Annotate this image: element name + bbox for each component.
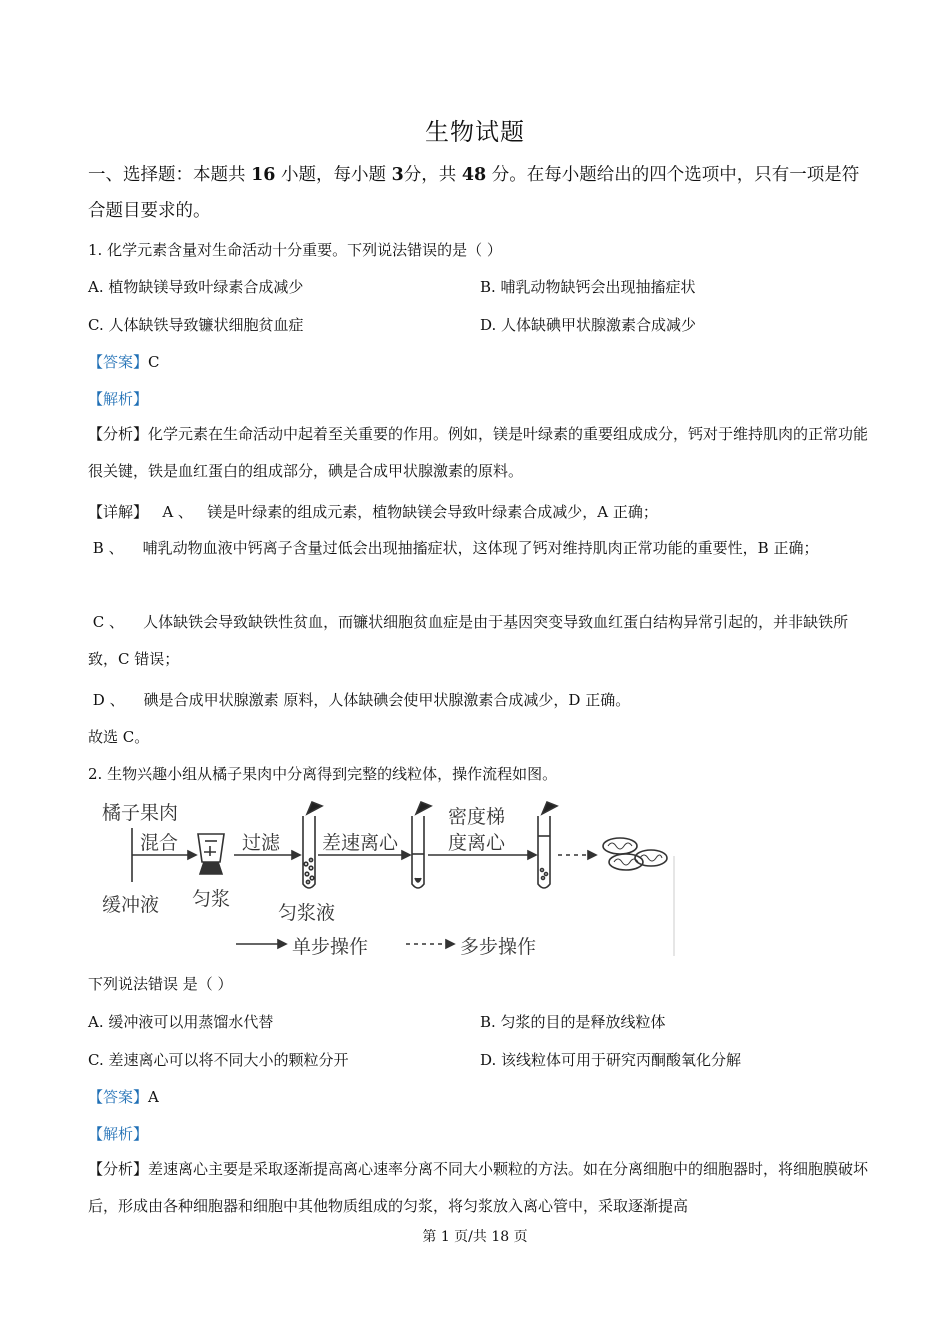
flow-diagram-svg — [96, 796, 676, 966]
analysis-tag: 【解析】 — [88, 1125, 149, 1143]
fenxi-text: 化学元素在生命活动中起着至关重要的作用。例如，镁是叶绿素的重要组成成分，钙对于维持肌肉的正常功能很关键，铁是血红蛋白的组成部分，碘是合成甲状腺激素的原料。 — [88, 425, 869, 480]
q2-stem: 2. 生物兴趣小组从橘子果肉中分离得到完整的线粒体，操作流程如图。 — [88, 765, 558, 783]
detail-tag: 【详解】 — [88, 503, 149, 521]
page-footer: 第 1 页/共 18 页 — [422, 1229, 528, 1245]
label-buffer: 缓冲液 — [102, 894, 160, 916]
section-text: 分，共 — [403, 165, 457, 185]
answer-value: C — [148, 353, 160, 371]
q1-option-b: B. 哺乳动物缺钙会出现抽搐症状 — [480, 278, 696, 296]
fenxi-tag: 【分析】 — [88, 1160, 149, 1178]
label-density-1: 密度梯 — [448, 806, 506, 828]
q1-analysis — [88, 416, 870, 490]
q2-analysis-tag — [88, 1123, 148, 1144]
detail-text: 人体缺铁会导致缺铁性贫血，而镰状细胞贫血症是由于基因突变导致血红蛋白结构异常引起的，并非缺铁所致，C 错误； — [88, 613, 849, 668]
q1-conclusion: 故选 C。 — [88, 728, 150, 746]
label-filter: 过滤 — [242, 832, 281, 854]
section-text: 分。在每小题给出的四个选项中，只有一项是符合题目要求的。 — [88, 165, 860, 221]
q2-question: 下列说法错误 是（ ） — [88, 975, 233, 993]
q1-option-a: A. 植物缺镁导致叶绿素合成减少 — [88, 278, 304, 296]
section-total: 48 — [461, 165, 487, 185]
legend-multi-step: 多步操作 — [460, 936, 537, 958]
section-heading — [88, 157, 870, 229]
page-title: 生物试题 — [425, 118, 525, 146]
label-fruit: 橘子果肉 — [102, 802, 179, 824]
section-count: 16 — [251, 165, 276, 185]
q2-answer — [88, 1086, 159, 1107]
q1-analysis-tag — [88, 388, 148, 409]
section-points: 3 — [391, 165, 404, 185]
q1-stem: 1. 化学元素含量对生命活动十分重要。下列说法错误的是（ ） — [88, 241, 502, 259]
answer-value: A — [148, 1088, 159, 1106]
q2-option-c: C. 差速离心可以将不同大小的颗粒分开 — [88, 1051, 349, 1069]
label-diff-centrifuge: 差速离心 — [322, 832, 399, 854]
q1-option-c: C. 人体缺铁导致镰状细胞贫血症 — [88, 316, 304, 334]
label-homogenize: 匀浆 — [192, 888, 231, 910]
answer-tag: 【答案】 — [88, 353, 149, 371]
detail-label: B 、 — [92, 539, 124, 557]
detail-label: D 、 — [92, 691, 125, 709]
q1-detail-d — [88, 689, 630, 710]
detail-text: 碘是合成甲状腺激素 原料，人体缺碘会使甲状腺激素合成减少，D 正确。 — [143, 691, 631, 709]
q1-option-d: D. 人体缺碘甲状腺激素合成减少 — [480, 316, 697, 334]
q2-option-a: A. 缓冲液可以用蒸馏水代替 — [88, 1013, 274, 1031]
section-text: 小题，每小题 — [281, 165, 387, 185]
q1-detail-a — [88, 501, 658, 522]
q2-option-d: D. 该线粒体可用于研究丙酮酸氧化分解 — [480, 1051, 742, 1069]
answer-tag: 【答案】 — [88, 1088, 149, 1106]
q1-answer — [88, 351, 160, 372]
label-homogenate: 匀浆液 — [278, 902, 336, 924]
detail-text: 哺乳动物血液中钙离子含量过低会出现抽搐症状，这体现了钙对维持肌肉正常功能的重要性，B 正确； — [142, 539, 819, 557]
detail-text: 镁是叶绿素的组成元素，植物缺镁会导致叶绿素合成减少，A 正确； — [207, 503, 658, 521]
q1-detail-b — [88, 530, 870, 567]
q2-analysis — [88, 1151, 870, 1225]
analysis-tag: 【解析】 — [88, 390, 149, 408]
detail-label: C 、 — [92, 613, 125, 631]
fenxi-text: 差速离心主要是采取逐渐提高离心速率分离不同大小颗粒的方法。如在分离细胞中的细胞器时，将细胞膜破坏后，形成由各种细胞器和细胞中其他物质组成的匀浆，将匀浆放入离心管中，采取逐渐提高 — [88, 1160, 869, 1215]
section-text: 一、选择题：本题共 — [88, 165, 246, 185]
legend-single-step: 单步操作 — [292, 936, 369, 958]
detail-label: A 、 — [162, 503, 193, 521]
fenxi-tag: 【分析】 — [88, 425, 149, 443]
q1-detail-c — [88, 604, 870, 678]
label-density-2: 度离心 — [448, 832, 506, 854]
q2-option-b: B. 匀浆的目的是释放线粒体 — [480, 1013, 666, 1031]
label-mix: 混合 — [140, 832, 179, 854]
mitochondria-isolation-diagram — [96, 796, 676, 966]
